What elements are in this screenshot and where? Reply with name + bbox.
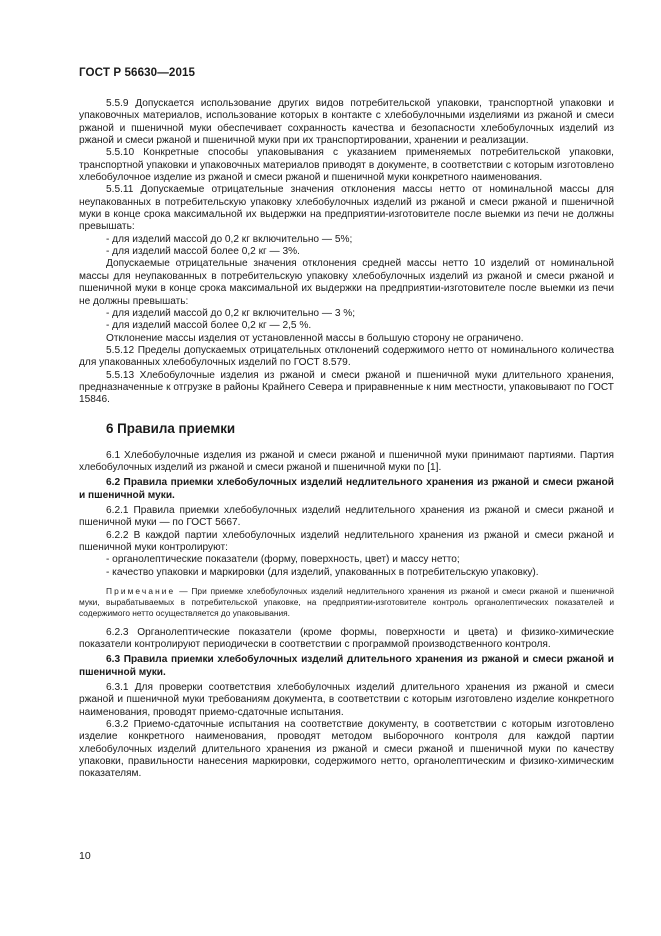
note-label: Примечание [106, 586, 176, 597]
document-header: ГОСТ Р 56630—2015 [79, 66, 196, 79]
clause-6-2-1: 6.2.1 Правила приемки хлебобулочных изделий недлительного хранения из ржаной и смеси ржаной и пшеничной муки — по ГОСТ 5667. [79, 504, 614, 529]
clause-5-5-13: 5.5.13 Хлебобулочные изделия из ржаной и смеси ржаной и пшеничной муки длительного хранения, предназначенные к отгрузке в районы Крайнего Севера и приравненные к ним местности, упаковывают по ГОСТ 15846. [79, 369, 614, 406]
clause-6-1: 6.1 Хлебобулочные изделия из ржаной и смеси ржаной и пшеничной муки принимают партиями. Партия хлебобулочных изделий из ржаной и смеси ржаной и пшеничной муки по [1]. [79, 449, 614, 473]
list-item: - качество упаковки и маркировки (для изделий, упакованных в потребительскую упаковку). [106, 566, 539, 578]
clause-6-2-2: 6.2.2 В каждой партии хлебобулочных изделий недлительного хранения из ржаной и смеси ржаной и пшеничной муки контролируют: [79, 529, 614, 553]
clause-5-5-11-average-mass: Допускаемые отрицательные значения отклонения средней массы нетто 10 изделий от номинальной массы для неупакованных в потребительскую упаковку хлебобулочных изделий из ржаной и смеси ржаной и пшеничной муки в конце срока максимальной их выдержки на предприятии-изготовителе после выемки из печи не должны превышать: [79, 258, 614, 307]
clause-5-5-9: 5.5.9 Допускается использование других видов потребительской упаковки, транспортной упаковки и упаковочных материалов, использование которых в контакте с хлебобулочными изделиями из ржаной и смеси ржаной и пшеничной муки обеспечивает сохранность качества и безопасности хлебобулочных изделий из ржаной и смеси ржаной и пшеничной муки при их транспортировании, хранении и реализации. [79, 98, 614, 147]
clause-6-3-1: 6.3.1 Для проверки соответствия хлебобулочных изделий длительного хранения из ржаной и смеси ржаной и пшеничной муки требованиям документа, в соответствии с которым изготовлено изделие конкретного наименования, проводят приемо-сдаточные испытания. [79, 682, 614, 718]
clause-5-5-12: 5.5.12 Пределы допускаемых отрицательных отклонений содержимого нетто от номинального количества для упакованных хлебобулочных изделий по ГОСТ 8.579. [79, 344, 614, 369]
clause-5-5-11-deviation: Отклонение массы изделия от установленной массы в большую сторону не ограничено. [106, 332, 524, 344]
clause-6-2-heading: 6.2 Правила приемки хлебобулочных изделий недлительного хранения из ржаной и смеси ржаной и пшеничной муки. [79, 477, 614, 501]
clause-5-5-10: 5.5.10 Конкретные способы упаковывания с указанием применяемых потребительской упаковки, транспортной упаковки и упаковочных материалов приводят в документе, в соответствии с которым изготовлено хлебобулочное изделие из ржаной и смеси ржаной и пшеничной муки конкретного наименования. [79, 147, 614, 184]
list-item: - для изделий массой до 0,2 кг включительно — 3 %; [106, 307, 356, 319]
note-text: — При приемке хлебобулочных изделий недлительного хранения из ржаной и смеси ржаной и пшеничной муки, вырабатываемых в потребительской упаковке, на предприятии-изготовителе контроль органолептических показателей и содержимого нетто осуществляется до упаковывания. [79, 586, 614, 619]
clause-5-5-11: 5.5.11 Допускаемые отрицательные значения отклонения массы нетто от номинальной массы для неупакованных в потребительскую упаковку хлебобулочных изделий из ржаной и смеси ржаной и пшеничной муки в конце срока максимальной их выдержки на предприятии-изготовителе после выемки из печи не должны превышать: [79, 184, 614, 233]
clause-6-3-2: 6.3.2 Приемо-сдаточные испытания на соответствие документу, в соответствии с которым изготовлено изделие конкретного наименования, проводят методом выборочного контроля для каждой партии хлебобулочных изделий длительного хранения из ржаной и смеси ржаной и пшеничной муки по качеству упаковки, правильности нанесения маркировки, содержимого нетто, органолептическим и физико-химическим показателям. [79, 719, 614, 780]
section-6-title: 6 Правила приемки [106, 420, 236, 436]
note [79, 586, 614, 620]
page-number: 10 [79, 850, 91, 862]
list-item: - для изделий массой более 0,2 кг — 2,5 %. [106, 320, 312, 332]
list-item: - для изделий массой более 0,2 кг — 3%. [106, 246, 300, 258]
clause-6-3-heading: 6.3 Правила приемки хлебобулочных изделий длительного хранения из ржаной и смеси ржаной и пшеничной муки. [79, 654, 614, 678]
list-item: - органолептические показатели (форму, поверхность, цвет) и массу нетто; [106, 554, 460, 566]
clause-6-2-3: 6.2.3 Органолептические показатели (кроме формы, поверхности и цвета) и физико-химические показатели контролируют периодически в соответствии с программой производственного контроля. [79, 626, 614, 650]
page-content [79, 98, 614, 781]
list-item: - для изделий массой до 0,2 кг включительно — 5%; [106, 233, 353, 245]
